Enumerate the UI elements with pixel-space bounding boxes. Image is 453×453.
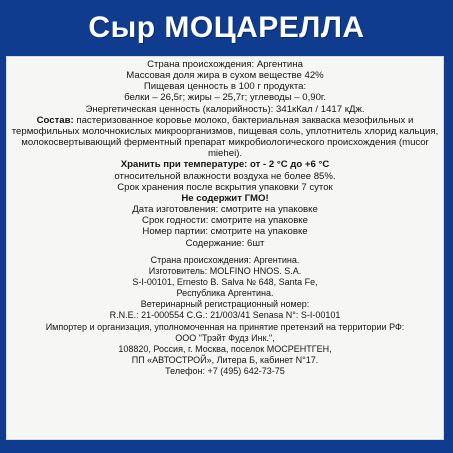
energy-line: Энергетическая ценность (калорийность): 341кКал / 1417 кДж. bbox=[85, 103, 365, 115]
composition-label: Состав: bbox=[36, 114, 74, 126]
shelf-line: Срок хранения после вскрытия упаковки 7 суток bbox=[117, 181, 333, 193]
manufacturer-line: Изготовитель: MOLFINO HNOS. S.A. bbox=[148, 265, 302, 276]
origin-line: Страна происхождения: Аргентина bbox=[147, 59, 303, 70]
batch-line: Номер партии: смотрите на упаковке bbox=[142, 226, 308, 238]
importer-name-line: ООО "Трэйт Фудз Инк.", bbox=[175, 332, 275, 343]
phone-line: Телефон: +7 (495) 642-73-75 bbox=[165, 366, 285, 377]
origin2-line: Страна происхождения: Аргентина. bbox=[150, 254, 300, 265]
label-header bbox=[0, 0, 453, 55]
storage-line: Хранить при температуре: от - 2 °С до +6 °С bbox=[120, 159, 330, 171]
composition-block bbox=[11, 115, 439, 160]
humidity-line: относительной влажности воздуха не более 85%. bbox=[114, 170, 336, 182]
importer-address-line: 108820, Россия, г. Москва, поселок МОСРЕНТГЕН, bbox=[118, 343, 332, 354]
reg-numbers-line: R.N.E.: 21-000554 C.G.: 21/003/41 Senasa N°: S-I-00101 bbox=[109, 310, 341, 321]
address2-line: Республика Аргентина. bbox=[176, 288, 274, 299]
expiry-line: Срок годности: смотрите на упаковке bbox=[142, 215, 308, 227]
manufactured-line: Дата изготовления: смотрите на упаковке bbox=[132, 204, 318, 216]
no-gmo-line: Не содержит ГМО! bbox=[181, 192, 269, 204]
vet-reg-line: Ветеринарный регистрационный номер: bbox=[140, 299, 310, 310]
importer-address2-line: ПП «АВТОСТРОЙ», Литера Б, кабинет N°17. bbox=[131, 355, 319, 366]
product-title: Сыр МОЦАРЕЛЛА bbox=[88, 10, 365, 44]
nutrition-title: Пищевая ценность в 100 г продукта: bbox=[143, 81, 307, 93]
info-panel bbox=[6, 56, 444, 440]
composition-text: пастеризованное коровье молоко, бактериальная закваска мезофильных и термофильных молочнокислых микроорганизмов, пищевая соль, уплотнитель хлорид кальция, молокосвертывающий ферментный препарат микробиологического происхождения (mucor miehei). bbox=[11, 114, 439, 160]
contents-line: Содержание: 6шт bbox=[185, 237, 265, 249]
importer-line: Импортер и организация, уполномоченная на принятие претензий на территории РФ: bbox=[45, 321, 405, 332]
nutrition-values: белки – 26,5г; жиры – 25,7г; углеводы – 0,90г. bbox=[124, 92, 326, 104]
fat-line: Массовая доля жира в сухом веществе 42% bbox=[126, 70, 324, 82]
address1-line: S-I-00101, Ernesto B. Salva № 648, Santa Fe, bbox=[132, 276, 318, 287]
